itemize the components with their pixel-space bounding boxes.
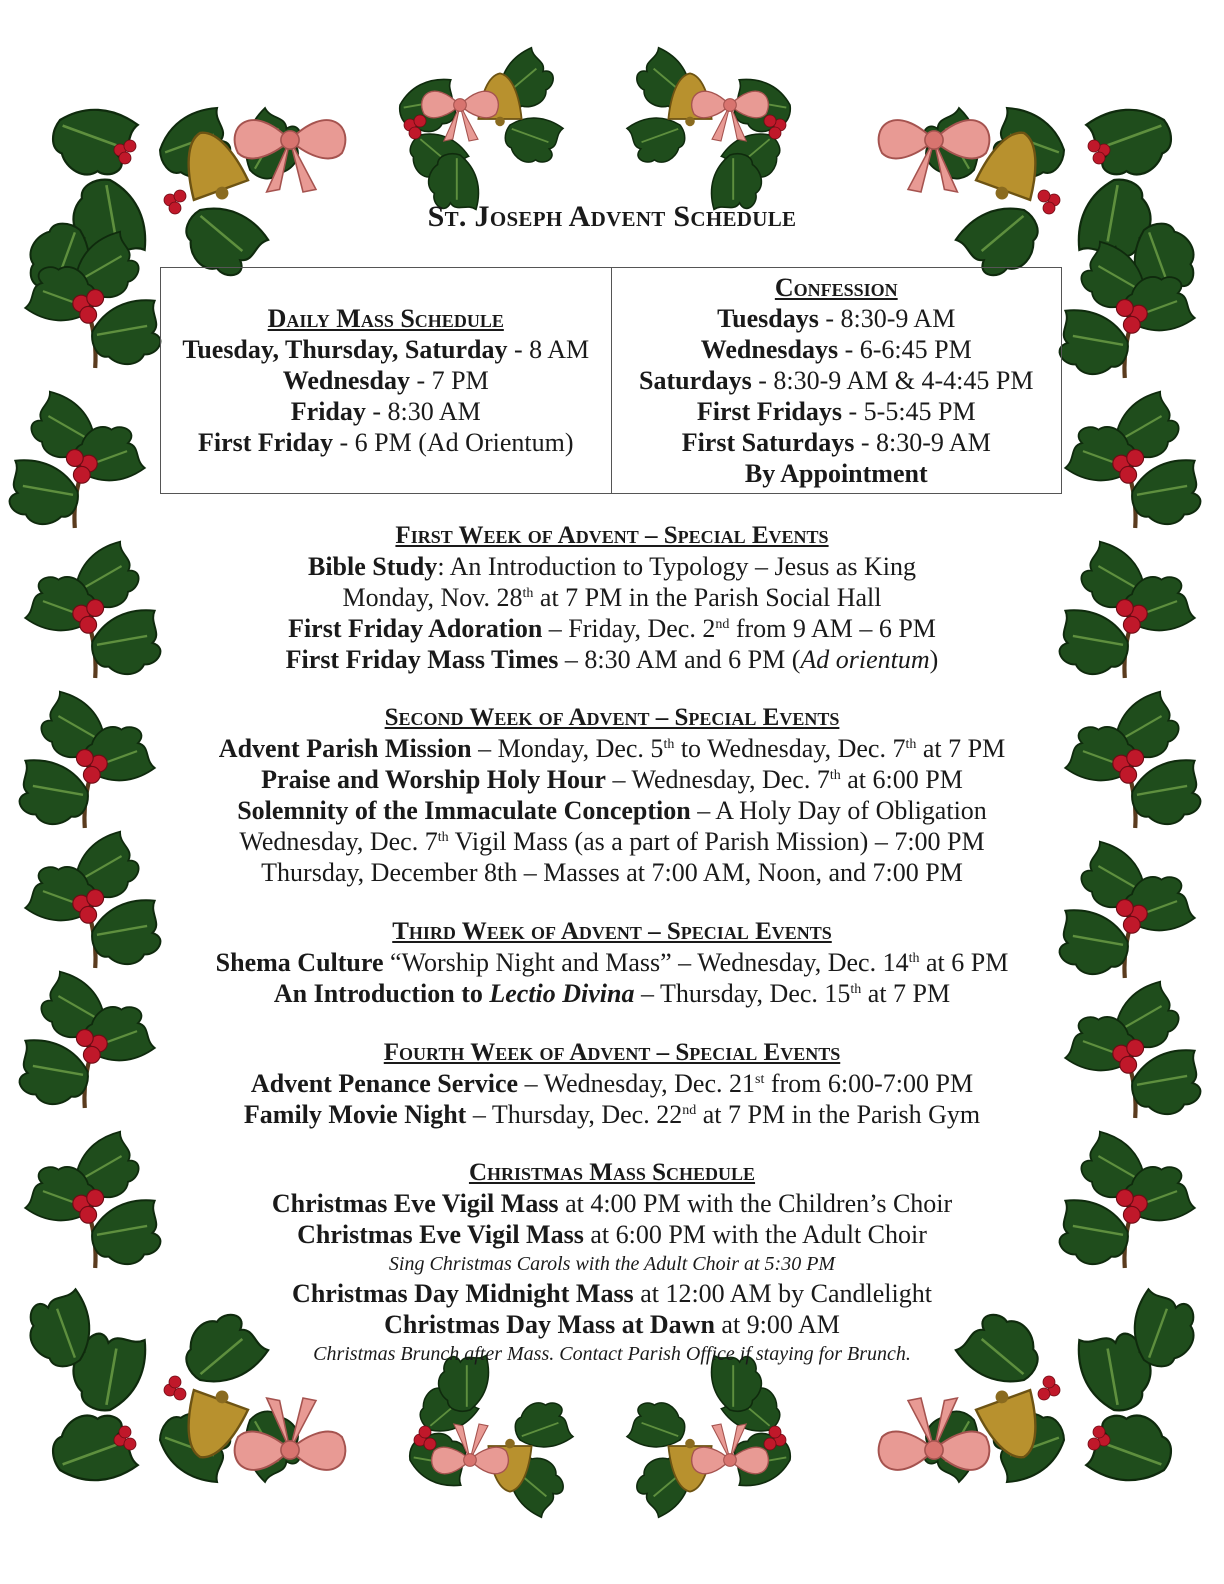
confession-footer: By Appointment (744, 459, 928, 488)
christmas-heading: Christmas Mass Schedule (468, 1159, 756, 1186)
christmas-section (0, 1157, 1224, 1368)
event-line: Bible Study: An Introduction to Typology – Jesus as King (307, 552, 917, 581)
event-note: Christmas Brunch after Mass. Contact Parish Office if staying for Brunch. (313, 1343, 911, 1365)
event-line: Christmas Day Mass at Dawn at 9:00 AM (384, 1310, 840, 1339)
event-line: Shema Culture “Worship Night and Mass” – Wednesday, Dec. 14th at 6 PM (215, 948, 1009, 977)
confession-row: First Fridays - 5-5:45 PM (696, 397, 976, 426)
schedule-table (160, 267, 1062, 494)
confession-row: Wednesdays - 6-6:45 PM (700, 335, 972, 364)
event-line: Advent Penance Service – Wednesday, Dec. 21st from 6:00-7:00 PM (250, 1069, 974, 1098)
event-line: First Friday Adoration – Friday, Dec. 2nd from 9 AM – 6 PM (288, 614, 936, 643)
event-line: An Introduction to Lectio Divina – Thursday, Dec. 15th at 7 PM (273, 979, 951, 1008)
confession-row: Saturdays - 8:30-9 AM & 4-4:45 PM (639, 366, 1034, 395)
daily-mass-row: Friday - 8:30 AM (290, 397, 481, 426)
week1-heading: First Week of Advent – Special Events (395, 522, 829, 549)
week2-section (0, 702, 1224, 888)
week3-heading: Third Week of Advent – Special Events (392, 918, 832, 945)
confession-row: First Saturdays - 8:30-9 AM (681, 428, 991, 457)
daily-mass-heading: Daily Mass Schedule (267, 304, 504, 333)
week4-heading: Fourth Week of Advent – Special Events (383, 1039, 841, 1066)
confession-heading: Confession (774, 273, 898, 302)
event-line: Christmas Eve Vigil Mass at 6:00 PM with the Adult Choir (297, 1220, 927, 1249)
event-line: Praise and Worship Holy Hour – Wednesday, Dec. 7th at 6:00 PM (261, 765, 963, 794)
confession-cell (611, 268, 1062, 494)
event-line: Thursday, December 8th – Masses at 7:00 AM, Noon, and 7:00 PM (261, 858, 963, 887)
event-line: Wednesday, Dec. 7th Vigil Mass (as a part of Parish Mission) – 7:00 PM (239, 827, 985, 856)
event-note: Sing Christmas Carols with the Adult Choir at 5:30 PM (388, 1253, 836, 1275)
event-line: First Friday Mass Times – 8:30 AM and 6 PM (Ad orientum) (285, 645, 939, 674)
event-line: Christmas Eve Vigil Mass at 4:00 PM with the Children’s Choir (271, 1189, 953, 1218)
week2-heading: Second Week of Advent – Special Events (384, 704, 840, 731)
event-line: Solemnity of the Immaculate Conception – A Holy Day of Obligation (237, 796, 987, 825)
event-line: Family Movie Night – Thursday, Dec. 22nd at 7 PM in the Parish Gym (243, 1100, 981, 1129)
daily-mass-row: First Friday - 6 PM (Ad Orientum) (197, 428, 574, 457)
week3-section (0, 916, 1224, 1009)
event-line: Advent Parish Mission – Monday, Dec. 5th to Wednesday, Dec. 7th at 7 PM (218, 734, 1006, 763)
daily-mass-cell (161, 268, 612, 494)
confession-row: Tuesdays - 8:30-9 AM (717, 304, 956, 333)
page-title: St. Joseph Advent Schedule (427, 200, 797, 233)
daily-mass-row: Wednesday - 7 PM (282, 366, 489, 395)
daily-mass-row: Tuesday, Thursday, Saturday - 8 AM (182, 335, 590, 364)
week4-section (0, 1037, 1224, 1130)
week1-section (0, 520, 1224, 675)
event-line: Christmas Day Midnight Mass at 12:00 AM by Candlelight (292, 1279, 932, 1308)
event-line: Monday, Nov. 28th at 7 PM in the Parish Social Hall (342, 583, 882, 612)
